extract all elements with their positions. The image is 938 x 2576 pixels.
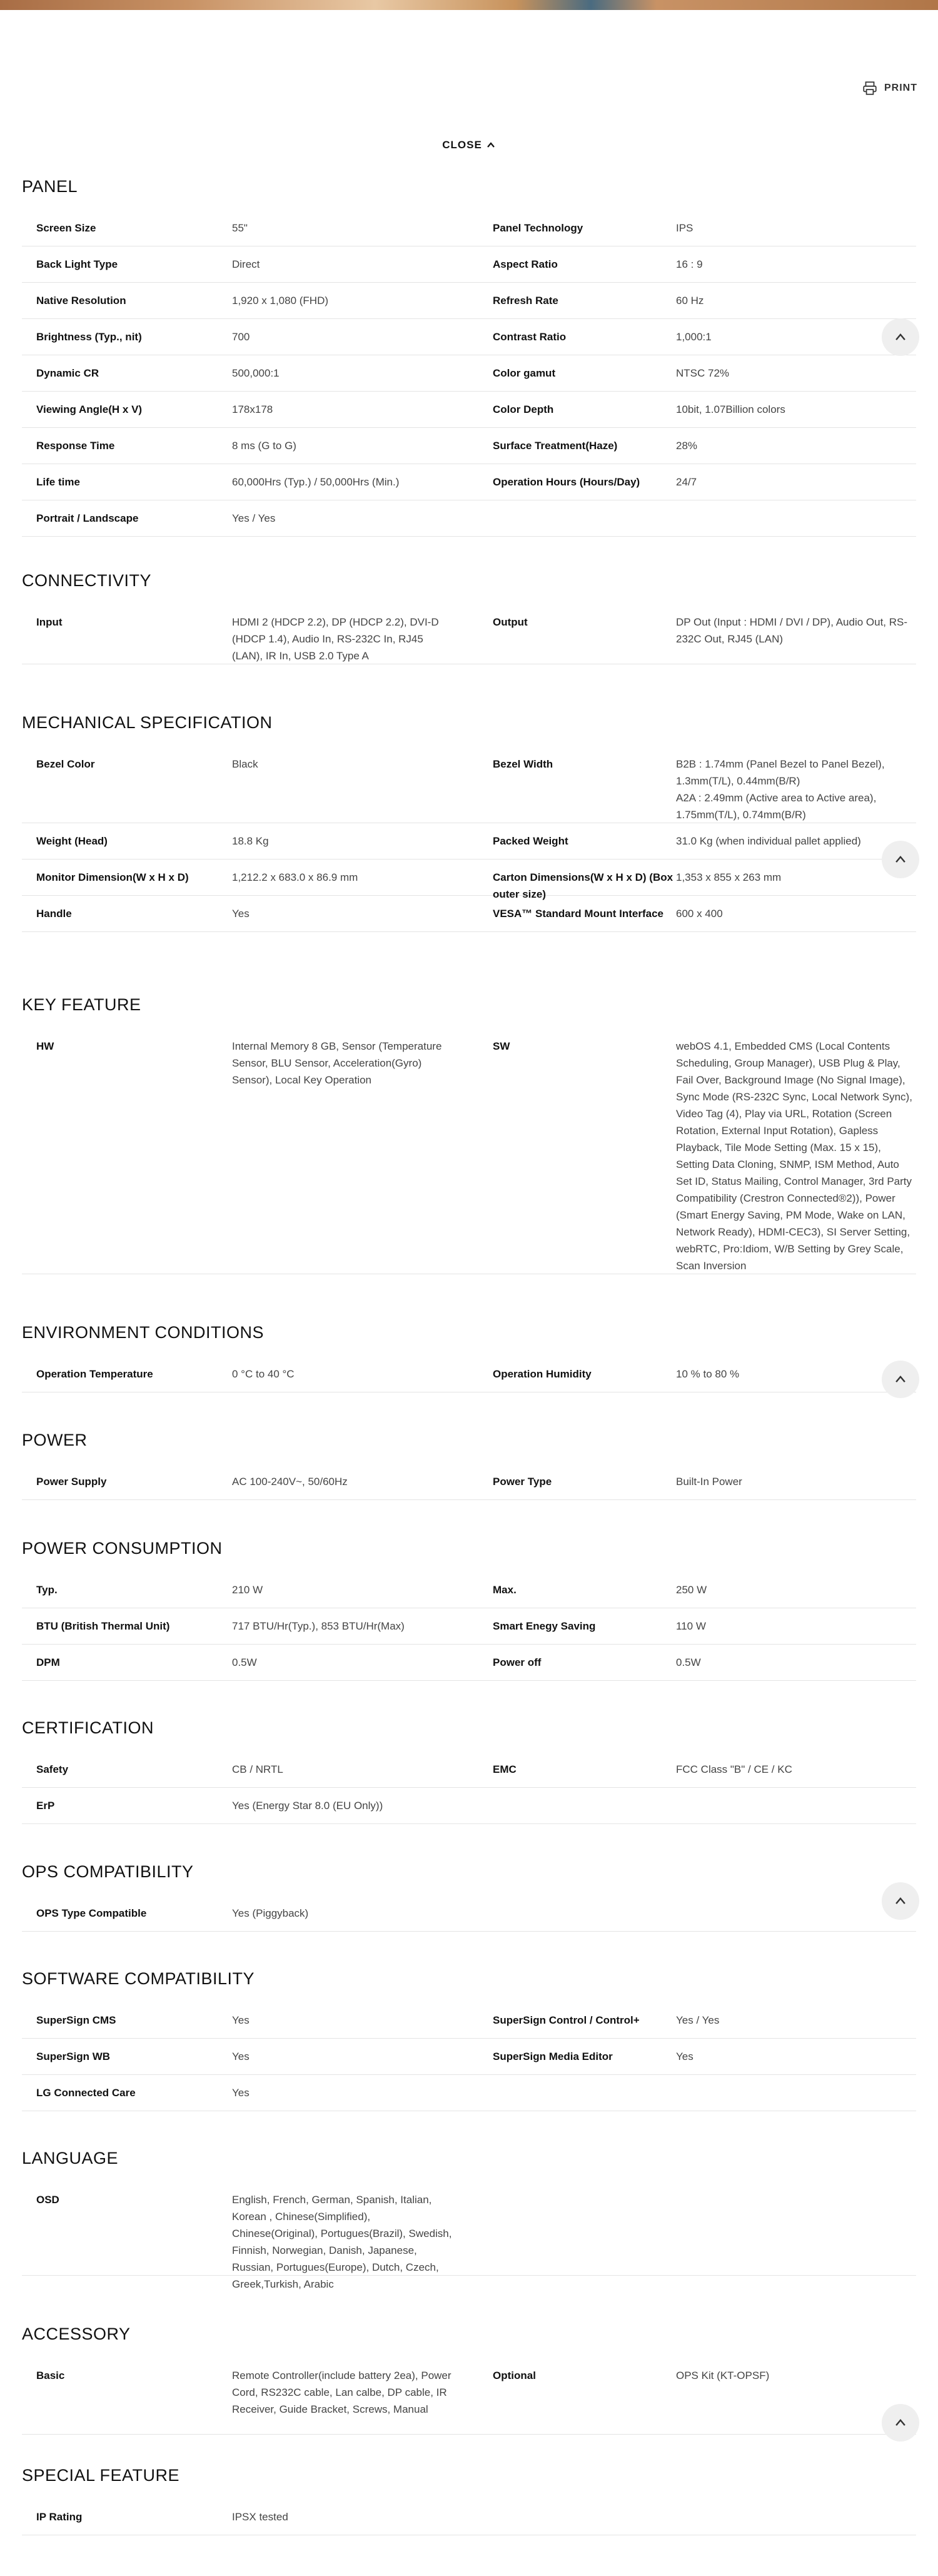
spec-value: 178x178 — [232, 403, 273, 415]
spec-cell — [22, 1464, 478, 1499]
spec-label: Refresh Rate — [493, 295, 558, 307]
spec-cell — [22, 2039, 478, 2074]
spec-value: Yes (Energy Star 8.0 (EU Only)) — [232, 1800, 383, 1812]
spec-label: DPM — [36, 1656, 60, 1668]
spec-row — [22, 896, 916, 932]
spec-row — [22, 246, 916, 283]
spec-cell — [22, 210, 478, 246]
section-title: ENVIRONMENT CONDITIONS — [22, 1323, 265, 1342]
spec-row — [22, 2039, 916, 2075]
spec-label: Screen Size — [36, 222, 96, 234]
spec-label: Input — [36, 616, 63, 628]
printer-icon — [862, 80, 878, 96]
spec-label: VESA™ Standard Mount Interface — [493, 908, 663, 920]
spec-cell — [22, 604, 478, 664]
spec-value: 8 ms (G to G) — [232, 440, 296, 452]
spec-value: DP Out (Input : HDMI / DVI / DP), Audio Out, RS-232C Out, RJ45 (LAN) — [676, 616, 908, 645]
spec-value: 60,000Hrs (Typ.) / 50,000Hrs (Min.) — [232, 476, 400, 488]
print-button[interactable] — [862, 79, 917, 98]
spec-value: HDMI 2 (HDCP 2.2), DP (HDCP 2.2), DVI-D (HDCP 1.4), Audio In, RS-232C In, RJ45 (LAN), IR In, USB 2.0 Type A — [232, 616, 439, 662]
spec-row — [22, 2182, 916, 2290]
spec-label: Operation Temperature — [36, 1368, 153, 1380]
spec-cell — [478, 210, 916, 246]
spec-label: Color Depth — [493, 403, 554, 415]
spec-value: English, French, German, Spanish, Italian, Korean , Chinese(Simplified), Chinese(Original), Portugues(Brazil), Swedish, Finnish, Norwegian, Danish, Japanese, Russian, Portugues(Europe), Dutch, Czech, Greek,Turkish, Arabic — [232, 2194, 452, 2290]
spec-table — [22, 1464, 916, 1500]
spec-table — [22, 1752, 916, 1824]
spec-value: Remote Controller(include battery 2ea), Power Cord, RS232C cable, Lan calbe, DP cable, IR Receiver, Guide Bracket, Screws, Manual — [232, 2370, 451, 2415]
spec-row — [22, 464, 916, 500]
spec-row — [22, 823, 916, 860]
spec-label: Power off — [493, 1656, 542, 1668]
section-title: POWER — [22, 1431, 88, 1449]
spec-label: Optional — [493, 2370, 536, 2381]
spec-label: Surface Treatment(Haze) — [493, 440, 618, 452]
spec-row — [22, 392, 916, 428]
spec-label: OPS Type Compatible — [36, 1907, 147, 1919]
section-special — [22, 2463, 916, 2535]
spec-value: 16 : 9 — [676, 258, 703, 270]
scroll-top-button[interactable] — [882, 1361, 919, 1398]
spec-cell — [22, 1645, 478, 1680]
spec-row — [22, 1464, 916, 1500]
spec-row — [22, 428, 916, 464]
spec-value: 500,000:1 — [232, 367, 280, 379]
spec-cell — [478, 355, 916, 391]
spec-cell — [22, 2075, 478, 2111]
section-software — [22, 1966, 916, 2111]
chevron-up-icon — [894, 1894, 907, 1908]
spec-label: Monitor Dimension(W x H x D) — [36, 871, 189, 883]
section-title: CERTIFICATION — [22, 1718, 154, 1737]
spec-cell — [22, 860, 478, 895]
spec-value: 1,212.2 x 683.0 x 86.9 mm — [232, 871, 358, 883]
spec-value: 110 W — [676, 1620, 706, 1632]
spec-value: 31.0 Kg (when individual pallet applied) — [676, 835, 861, 847]
section-title: OPS COMPATIBILITY — [22, 1862, 194, 1881]
spec-label: Weight (Head) — [36, 835, 108, 847]
spec-table — [22, 2358, 916, 2435]
spec-row — [22, 1752, 916, 1788]
spec-label: ErP — [36, 1800, 55, 1812]
spec-label: Native Resolution — [36, 295, 126, 307]
spec-cell — [22, 1608, 478, 1644]
spec-label: Handle — [36, 908, 72, 920]
spec-value: Yes — [232, 908, 250, 920]
spec-cell — [478, 2182, 916, 2275]
section-title: CONNECTIVITY — [22, 571, 152, 590]
spec-value: 700 — [232, 331, 250, 343]
scroll-top-button[interactable] — [882, 318, 919, 356]
spec-cell — [22, 2499, 478, 2535]
section-language — [22, 2146, 916, 2290]
spec-row — [22, 746, 916, 823]
section-title: MECHANICAL SPECIFICATION — [22, 713, 273, 732]
spec-label: Color gamut — [493, 367, 556, 379]
chevron-up-icon — [894, 330, 907, 344]
section-title: POWER CONSUMPTION — [22, 1539, 223, 1558]
chevron-up-icon — [894, 1372, 907, 1386]
spec-value: Built-In Power — [676, 1476, 742, 1488]
scroll-top-button[interactable] — [882, 2404, 919, 2442]
spec-row — [22, 1608, 916, 1645]
spec-label: Typ. — [36, 1584, 58, 1596]
spec-cell — [478, 860, 916, 900]
spec-label: Packed Weight — [493, 835, 568, 847]
spec-value: Yes — [232, 2087, 250, 2099]
spec-cell — [22, 392, 478, 427]
spec-label: SW — [493, 1040, 510, 1052]
spec-label: SuperSign Media Editor — [493, 2051, 613, 2062]
spec-table — [22, 2182, 916, 2290]
spec-value: 60 Hz — [676, 295, 704, 307]
spec-label: Portrait / Landscape — [36, 512, 139, 524]
scroll-top-button[interactable] — [882, 841, 919, 878]
spec-label: OSD — [36, 2194, 59, 2206]
spec-cell — [22, 355, 478, 391]
section-certification — [22, 1715, 916, 1824]
spec-cell — [22, 2002, 478, 2038]
spec-cell — [22, 746, 478, 823]
spec-value: Direct — [232, 258, 260, 270]
spec-value: 600 x 400 — [676, 908, 723, 920]
section-panel — [22, 174, 916, 537]
spec-value: Black — [232, 758, 258, 770]
spec-cell — [22, 1788, 478, 1823]
spec-cell — [22, 464, 478, 500]
spec-cell — [478, 1356, 916, 1392]
spec-table — [22, 1895, 916, 1932]
spec-cell — [478, 1788, 916, 1823]
spec-row — [22, 2358, 916, 2435]
section-power-consumption — [22, 1536, 916, 1681]
spec-row — [22, 1895, 916, 1932]
spec-value: 55" — [232, 222, 248, 234]
spec-label: Smart Enegy Saving — [493, 1620, 596, 1632]
spec-cell — [478, 246, 916, 282]
spec-label: Bezel Width — [493, 758, 553, 770]
scroll-top-button[interactable] — [882, 1882, 919, 1920]
spec-cell — [478, 1645, 916, 1680]
spec-cell — [22, 283, 478, 318]
spec-row — [22, 319, 916, 355]
section-title: LANGUAGE — [22, 2149, 119, 2168]
spec-label: Max. — [493, 1584, 517, 1596]
spec-value: Yes — [232, 2051, 250, 2062]
spec-cell — [478, 2039, 916, 2074]
section-mechanical — [22, 710, 916, 932]
close-specs-button[interactable] — [438, 136, 500, 154]
spec-cell — [22, 2182, 478, 2290]
section-connectivity — [22, 568, 916, 664]
spec-row — [22, 1645, 916, 1681]
spec-value: CB / NRTL — [232, 1763, 283, 1775]
spec-cell — [478, 1895, 916, 1931]
spec-row — [22, 500, 916, 537]
spec-label: Contrast Ratio — [493, 331, 567, 343]
spec-value: Yes (Piggyback) — [232, 1907, 309, 1919]
spec-row — [22, 1788, 916, 1824]
spec-value: Yes / Yes — [232, 512, 276, 524]
spec-label: IP Rating — [36, 2511, 83, 2523]
hero-image-strip — [0, 0, 938, 10]
section-ops — [22, 1859, 916, 1932]
spec-cell — [22, 246, 478, 282]
spec-cell — [478, 2499, 916, 2535]
section-accessory — [22, 2321, 916, 2435]
spec-label: LG Connected Care — [36, 2087, 136, 2099]
spec-value: 10 % to 80 % — [676, 1368, 740, 1380]
spec-cell — [478, 1572, 916, 1608]
spec-cell — [478, 392, 916, 427]
spec-cell — [22, 1028, 478, 1274]
spec-cell — [22, 500, 478, 536]
section-key-feature — [22, 992, 916, 1274]
spec-cell — [478, 1608, 916, 1644]
spec-label: BTU (British Thermal Unit) — [36, 1620, 170, 1632]
spec-value: IPSX tested — [232, 2511, 288, 2523]
spec-table — [22, 1572, 916, 1681]
section-environment — [22, 1320, 916, 1392]
section-title: KEY FEATURE — [22, 995, 141, 1014]
spec-value: Yes — [676, 2051, 693, 2062]
spec-value: B2B : 1.74mm (Panel Bezel to Panel Bezel), 1.3mm(T/L), 0.44mm(B/R) A2A : 2.49mm (Active area to Active area), 1.75mm(T/L), 0.74mm(B/R) — [676, 758, 885, 821]
spec-table — [22, 1028, 916, 1274]
spec-cell — [478, 746, 916, 823]
spec-label: HW — [36, 1040, 54, 1052]
spec-value: 1,353 x 855 x 263 mm — [676, 871, 782, 883]
spec-cell — [22, 1752, 478, 1787]
spec-cell — [22, 896, 478, 931]
spec-label: Back Light Type — [36, 258, 118, 270]
spec-cell — [478, 2002, 916, 2038]
close-label: CLOSE — [442, 139, 482, 151]
spec-cell — [22, 1356, 478, 1392]
spec-table — [22, 604, 916, 664]
spec-label: SuperSign CMS — [36, 2014, 116, 2026]
spec-label: Aspect Ratio — [493, 258, 558, 270]
spec-cell — [478, 2358, 916, 2434]
section-title: PANEL — [22, 177, 78, 196]
spec-label: Dynamic CR — [36, 367, 99, 379]
spec-label: Panel Technology — [493, 222, 583, 234]
spec-value: 210 W — [232, 1584, 263, 1596]
spec-label: SuperSign WB — [36, 2051, 111, 2062]
spec-value: 0 °C to 40 °C — [232, 1368, 295, 1380]
chevron-up-icon — [894, 2416, 907, 2430]
spec-value: 0.5W — [232, 1656, 257, 1668]
spec-cell — [22, 823, 478, 859]
spec-cell — [478, 823, 916, 859]
spec-row — [22, 860, 916, 900]
print-label: PRINT — [884, 83, 917, 93]
spec-value: 1,920 x 1,080 (FHD) — [232, 295, 329, 307]
spec-label: SuperSign Control / Control+ — [493, 2014, 640, 2026]
spec-value: 24/7 — [676, 476, 697, 488]
spec-value: 10bit, 1.07Billion colors — [676, 403, 785, 415]
section-title: SPECIAL FEATURE — [22, 2466, 180, 2485]
spec-row — [22, 210, 916, 246]
spec-label: Power Type — [493, 1476, 552, 1488]
spec-value: Yes / Yes — [676, 2014, 720, 2026]
spec-cell — [478, 283, 916, 318]
spec-value: webOS 4.1, Embedded CMS (Local Contents Scheduling, Group Manager), USB Plug & Play, Fail Over, Background Image (No Signal Image), Sync Mode (RS-232C Sync, Local Network Sync), Video Tag (4), Play via URL, Rotation (Screen Rotation, External Input Rotation), Gapless Playback, Tile Mode Setting (Max. 15 x 15), Setting Data Cloning, SNMP, ISM Method, Auto Set ID, Status Mailing, Control Manager, 3rd Party Compatibility (Crestron Connected®2)), Power (Smart Energy Saving, PM Mode, Wake on LAN, Network Ready), HDMI-CEC3), SI Server Setting, webRTC, Pro:Idiom, W/B Setting by Grey Scale, Scan Inversion — [676, 1040, 912, 1272]
spec-row — [22, 2075, 916, 2111]
spec-row — [22, 1028, 916, 1274]
spec-value: AC 100-240V~, 50/60Hz — [232, 1476, 348, 1488]
spec-row — [22, 1572, 916, 1608]
spec-label: Brightness (Typ., nit) — [36, 331, 142, 343]
spec-value: Yes — [232, 2014, 250, 2026]
spec-value: IPS — [676, 222, 693, 234]
spec-value: 717 BTU/Hr(Typ.), 853 BTU/Hr(Max) — [232, 1620, 405, 1632]
spec-label: Safety — [36, 1763, 69, 1775]
spec-table — [22, 210, 916, 537]
spec-value: FCC Class "B" / CE / KC — [676, 1763, 792, 1775]
spec-table — [22, 1356, 916, 1392]
spec-cell — [478, 428, 916, 464]
spec-value: 28% — [676, 440, 698, 452]
spec-cell — [478, 500, 916, 536]
spec-label: Output — [493, 616, 528, 628]
spec-label: Power Supply — [36, 1476, 107, 1488]
spec-cell — [478, 2075, 916, 2111]
spec-label: Life time — [36, 476, 80, 488]
spec-row — [22, 2499, 916, 2535]
spec-value: 0.5W — [676, 1656, 701, 1668]
spec-label: EMC — [493, 1763, 517, 1775]
spec-cell — [478, 1752, 916, 1787]
chevron-up-icon — [894, 853, 907, 866]
spec-value: NTSC 72% — [676, 367, 730, 379]
spec-label: Carton Dimensions(W x H x D) (Box outer size) — [493, 871, 673, 900]
spec-cell — [22, 1895, 478, 1931]
spec-value: 250 W — [676, 1584, 707, 1596]
spec-table — [22, 746, 916, 932]
spec-cell — [478, 604, 916, 664]
spec-label: Basic — [36, 2370, 65, 2381]
spec-row — [22, 604, 916, 664]
spec-cell — [478, 896, 916, 931]
section-title: ACCESSORY — [22, 2325, 131, 2343]
spec-cell — [22, 2358, 478, 2434]
spec-row — [22, 283, 916, 319]
spec-row — [22, 1356, 916, 1392]
spec-label: Bezel Color — [36, 758, 95, 770]
spec-value: OPS Kit (KT-OPSF) — [676, 2370, 770, 2381]
spec-row — [22, 2002, 916, 2039]
spec-value: 1,000:1 — [676, 331, 712, 343]
spec-table — [22, 2002, 916, 2111]
spec-label: Response Time — [36, 440, 115, 452]
section-title: SOFTWARE COMPATIBILITY — [22, 1969, 255, 1988]
spec-cell — [478, 464, 916, 500]
spec-cell — [478, 1464, 916, 1499]
spec-cell — [22, 428, 478, 464]
spec-label: Operation Humidity — [493, 1368, 592, 1380]
spec-label: Operation Hours (Hours/Day) — [493, 476, 640, 488]
spec-value: Internal Memory 8 GB, Sensor (Temperature Sensor, BLU Sensor, Acceleration(Gyro) Sensor), Local Key Operation — [232, 1040, 442, 1086]
chevron-up-icon — [486, 140, 496, 150]
spec-cell — [22, 1572, 478, 1608]
spec-value: 18.8 Kg — [232, 835, 269, 847]
spec-row — [22, 355, 916, 392]
section-power — [22, 1427, 916, 1500]
spec-cell — [22, 319, 478, 355]
spec-label: Viewing Angle(H x V) — [36, 403, 143, 415]
spec-table — [22, 2499, 916, 2535]
spec-cell — [478, 319, 916, 355]
spec-cell — [478, 1028, 916, 1274]
